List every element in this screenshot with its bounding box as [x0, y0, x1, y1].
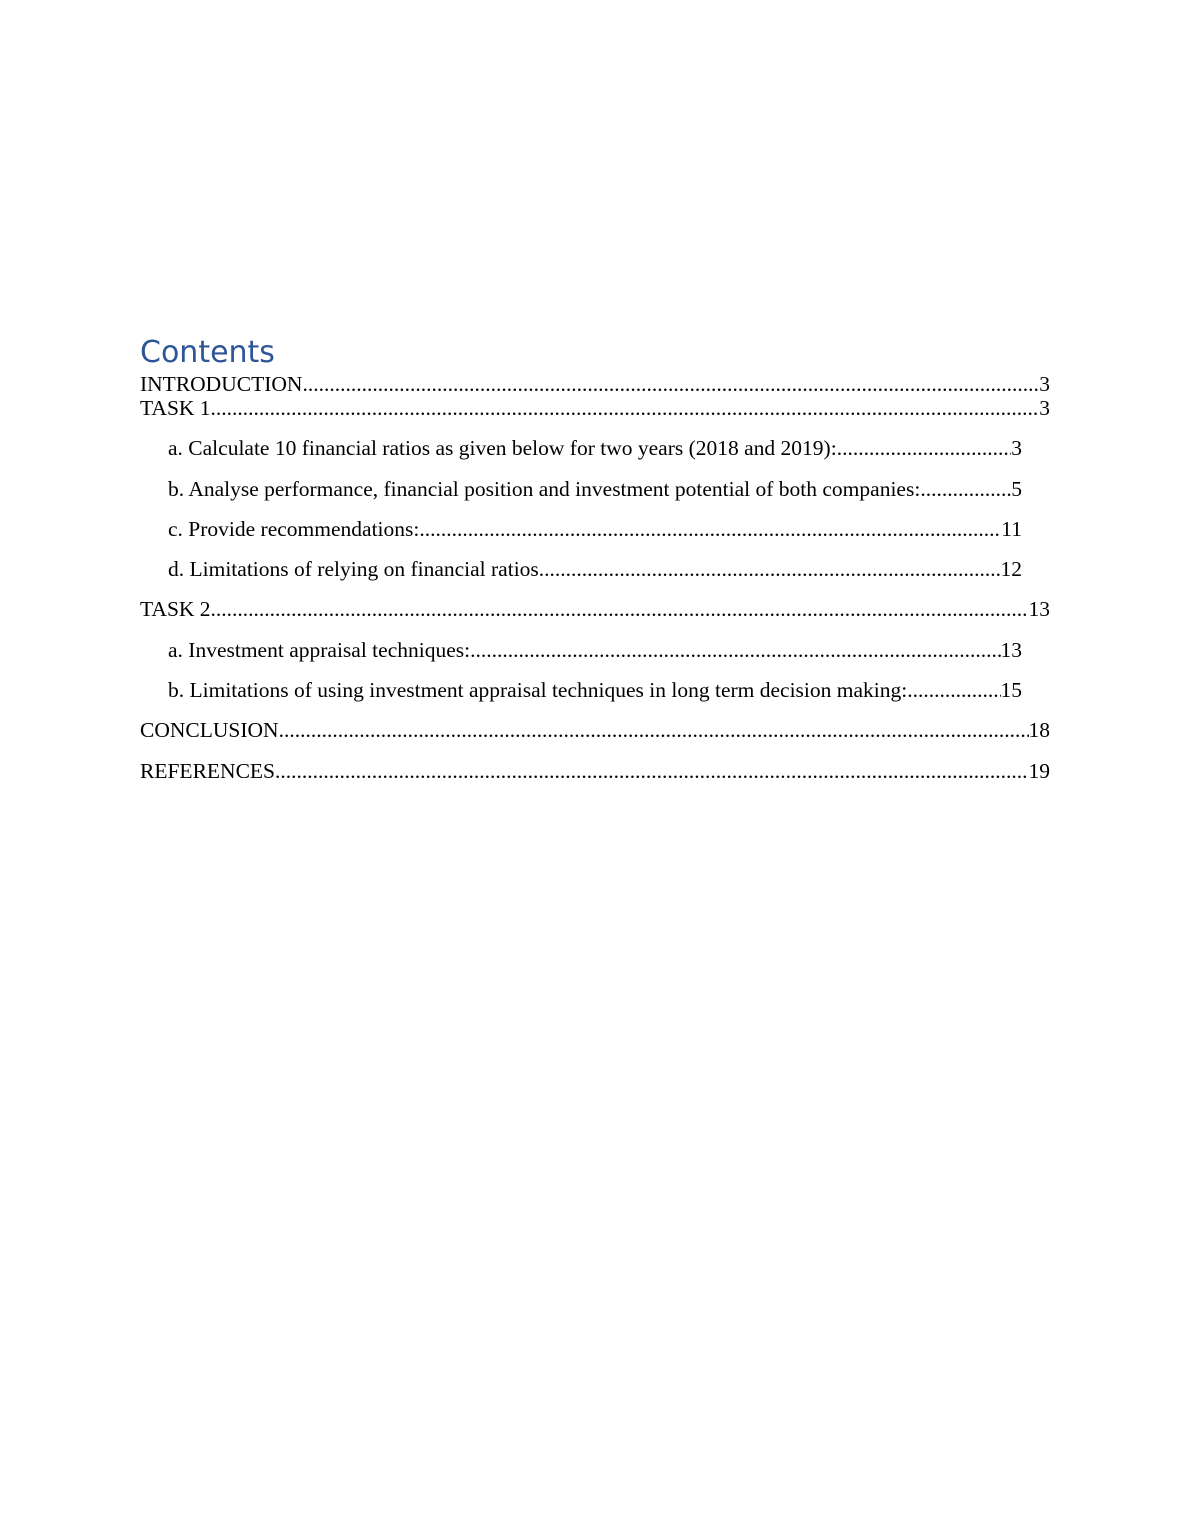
toc-leader-dots — [470, 638, 1000, 663]
toc-page-number: 19 — [1028, 758, 1050, 783]
toc-entry-task-1-a[interactable] — [140, 436, 1050, 476]
toc-entry-label: TASK 1 — [140, 396, 211, 420]
toc-entry-label: c. Provide recommendations: — [168, 516, 420, 541]
table-of-contents — [140, 334, 1050, 799]
toc-leader-dots — [907, 678, 1000, 703]
toc-leader-dots — [211, 396, 1040, 421]
toc-entry-label: b. Limitations of using investment appraisal techniques in long term decision making: — [168, 678, 908, 703]
toc-page-number: 18 — [1028, 718, 1050, 743]
toc-entry-label: REFERENCES — [140, 758, 275, 783]
toc-entry-label: INTRODUCTION — [140, 372, 303, 396]
toc-entry-label: CONCLUSION — [140, 718, 279, 743]
toc-list — [140, 372, 1050, 799]
toc-leader-dots — [419, 517, 1001, 542]
toc-entry-task-2-b[interactable] — [140, 678, 1050, 718]
toc-page-number: 12 — [1000, 557, 1022, 582]
toc-entry-task-1-d[interactable] — [140, 557, 1050, 597]
toc-entry-references[interactable] — [140, 759, 1050, 799]
toc-entry-label: d. Limitations of relying on financial ratios — [168, 557, 539, 582]
toc-leader-dots — [302, 372, 1039, 396]
toc-entry-conclusion[interactable] — [140, 718, 1050, 758]
toc-page-number: 13 — [1000, 637, 1022, 662]
toc-leader-dots — [275, 759, 1029, 784]
toc-leader-dots — [279, 718, 1029, 743]
toc-page-number: 3 — [1039, 372, 1050, 396]
toc-page-number: 13 — [1028, 597, 1050, 622]
toc-entry-task-2-a[interactable] — [140, 638, 1050, 678]
toc-entry-label: TASK 2 — [140, 597, 211, 622]
toc-entry-label: b. Analyse performance, financial position and investment potential of both companies: — [168, 476, 921, 501]
toc-entry-introduction[interactable] — [140, 372, 1050, 396]
toc-entry-task-1-b[interactable] — [140, 477, 1050, 517]
toc-page-number: 3 — [1039, 396, 1050, 420]
toc-page-number: 11 — [1001, 516, 1022, 541]
toc-page-number: 5 — [1011, 476, 1022, 501]
toc-entry-label: a. Calculate 10 financial ratios as given below for two years (2018 and 2019): — [168, 436, 837, 461]
toc-entry-label: a. Investment appraisal techniques: — [168, 637, 471, 662]
toc-leader-dots — [920, 477, 1011, 502]
toc-entry-task-1-c[interactable] — [140, 517, 1050, 557]
toc-leader-dots — [539, 557, 1001, 582]
toc-leader-dots — [211, 597, 1029, 622]
toc-heading: Contents — [140, 335, 275, 370]
toc-page-number: 15 — [1000, 678, 1022, 703]
toc-leader-dots — [837, 436, 1012, 461]
toc-page-number: 3 — [1011, 436, 1022, 461]
toc-entry-task-2[interactable] — [140, 597, 1050, 637]
toc-entry-task-1[interactable] — [140, 396, 1050, 436]
